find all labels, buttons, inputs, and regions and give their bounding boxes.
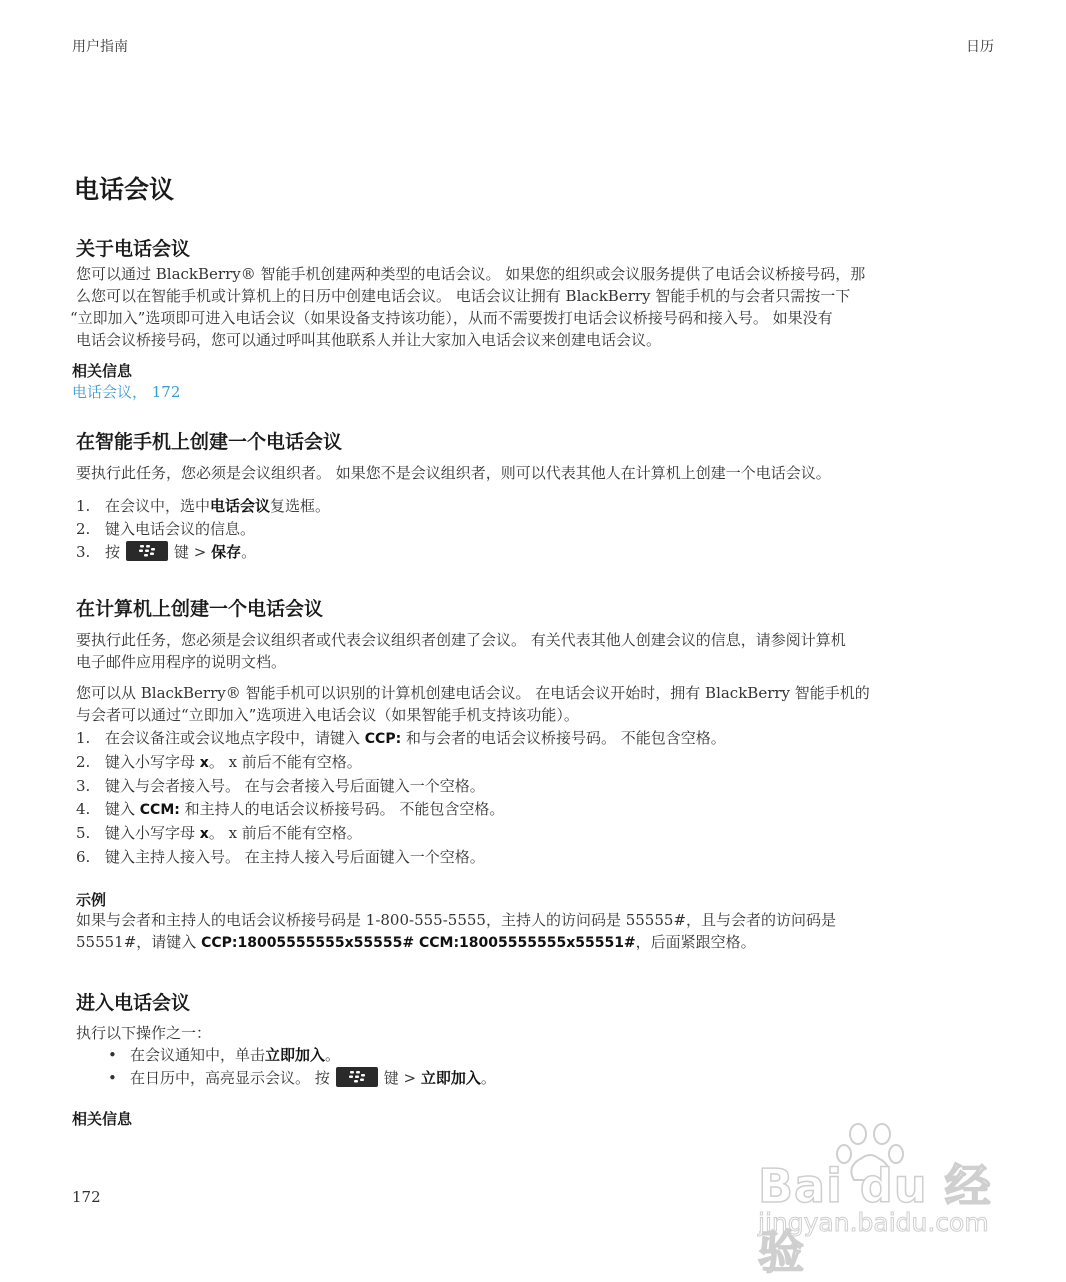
step-text: 键入电话会议的信息。 xyxy=(105,520,256,538)
section-heading-computer: 在计算机上创建一个电话会议 xyxy=(76,598,324,620)
about-paragraph xyxy=(70,263,998,351)
blackberry-menu-key-icon xyxy=(336,1067,378,1087)
watermark-brand: Bai du 经验 xyxy=(758,1159,992,1279)
list-item xyxy=(108,1067,496,1090)
step-text: 。 x 前后不能有空格。 xyxy=(208,824,362,842)
step-text: 键入小写字母 xyxy=(105,824,200,842)
item-text: 。 xyxy=(480,1069,496,1087)
ui-label-join-now: 立即加入 xyxy=(265,1046,326,1064)
step-text: 和主持人的电话会议桥接号码。 不能包含空格。 xyxy=(179,800,505,818)
step-number: 2. xyxy=(76,520,91,538)
step-text: 在会议中，选中 xyxy=(105,497,211,515)
text-line: 如果与会者和主持人的电话会议桥接号码是 1-800-555-5555，主持人的访问码是 55555#，且与会者的访问码是 xyxy=(76,911,837,929)
step-number: 4. xyxy=(76,800,91,818)
ui-label-save: 保存 xyxy=(211,543,242,561)
item-text: 在会议通知中，单击 xyxy=(130,1046,266,1064)
computer-intro xyxy=(76,629,998,673)
example-paragraph xyxy=(76,909,998,954)
bullet: • xyxy=(108,1046,117,1064)
related-info-label: 相关信息 xyxy=(72,362,133,380)
list-item xyxy=(76,846,726,869)
smartphone-intro: 要执行此任务，您必须是会议组织者。 如果您不是会议组织者，则可以代表其他人在计算机上创建一个电话会议。 xyxy=(76,464,831,482)
section-heading-about: 关于电话会议 xyxy=(76,238,191,260)
text-line: 您可以通过 BlackBerry® 智能手机创建两种类型的电话会议。 如果您的组织或会议服务提供了电话会议桥接号码，那 xyxy=(76,265,866,283)
page-title: 电话会议 xyxy=(74,175,175,204)
step-text: 在会议备注或会议地点字段中，请键入 xyxy=(105,729,365,747)
page-number: 172 xyxy=(72,1188,101,1206)
ui-label-conference-call: 电话会议 xyxy=(210,497,271,515)
ui-label-join-now: 立即加入 xyxy=(420,1069,481,1087)
code-x: x xyxy=(199,755,209,771)
computer-paragraph xyxy=(76,682,998,726)
bullet: • xyxy=(108,1069,117,1087)
join-intro: 执行以下操作之一： xyxy=(76,1024,212,1042)
text-line: 要执行此任务，您必须是会议组织者或代表会议组织者创建了会议。 有关代表其他人创建会议的信息，请参阅计算机 xyxy=(76,631,846,649)
step-number: 1. xyxy=(76,729,91,747)
join-options xyxy=(108,1044,496,1090)
step-number: 5. xyxy=(76,824,91,842)
example-code: CCP:18005555555x55555# CCM:18005555555x55551# xyxy=(201,935,636,951)
smartphone-steps xyxy=(76,495,330,564)
text-span: ，后面紧跟空格。 xyxy=(635,933,756,951)
step-text: 键入与会者接入号。 在与会者接入号后面键入一个空格。 xyxy=(105,777,485,795)
baidu-watermark xyxy=(758,1122,998,1279)
code-ccp: CCP: xyxy=(364,731,402,747)
related-link-conference-call[interactable]: 电话会议， 172 xyxy=(72,383,181,401)
item-text: 。 xyxy=(325,1046,341,1064)
step-number: 6. xyxy=(76,848,91,866)
step-text: 。 xyxy=(241,543,257,561)
related-info-label: 相关信息 xyxy=(72,1110,133,1128)
header-chapter: 日历 xyxy=(966,39,994,55)
text-line: 么您可以在智能手机或计算机上的日历中创建电话会议。 电话会议让拥有 BlackBerry 智能手机的与会者只需按一下 xyxy=(76,287,851,305)
watermark-url: jingyan.baidu.com xyxy=(758,1208,989,1237)
text-line xyxy=(76,931,998,954)
section-heading-smartphone: 在智能手机上创建一个电话会议 xyxy=(76,431,343,453)
step-text: 按 xyxy=(105,543,121,561)
list-item xyxy=(76,822,726,846)
code-x: x xyxy=(199,826,209,842)
text-line: 您可以从 BlackBerry® 智能手机可以识别的计算机创建电话会议。 在电话会议开始时，拥有 BlackBerry 智能手机的 xyxy=(76,684,870,702)
step-number: 3. xyxy=(76,777,91,795)
step-text: 键入主持人接入号。 在主持人接入号后面键入一个空格。 xyxy=(105,848,485,866)
header-doc-title: 用户指南 xyxy=(72,39,128,55)
step-text: 复选框。 xyxy=(270,497,331,515)
text-line: 与会者可以通过“立即加入”选项进入电话会议（如果智能手机支持该功能）。 xyxy=(76,706,579,724)
step-text: 键 > xyxy=(174,543,212,561)
step-number: 2. xyxy=(76,753,91,771)
example-label: 示例 xyxy=(76,891,107,909)
computer-steps xyxy=(76,727,726,869)
section-heading-join: 进入电话会议 xyxy=(76,992,191,1014)
step-text: 。 x 前后不能有空格。 xyxy=(208,753,362,771)
step-number: 1. xyxy=(76,497,91,515)
list-item xyxy=(76,727,726,751)
text-line: “立即加入”选项即可进入电话会议（如果设备支持该功能），从而不需要拨打电话会议桥接号码和接入号。 如果没有 xyxy=(70,309,833,327)
blackberry-menu-key-icon xyxy=(126,541,168,561)
text-span: 55551#，请键入 xyxy=(76,933,202,951)
text-line: 电话会议桥接号码，您可以通过呼叫其他联系人并让大家加入电话会议来创建电话会议。 xyxy=(76,331,662,349)
step-text: 和与会者的电话会议桥接号码。 不能包含空格。 xyxy=(401,729,726,747)
item-text: 在日历中，高亮显示会议。 按 xyxy=(130,1069,330,1087)
item-text: 键 > xyxy=(383,1069,421,1087)
list-item xyxy=(76,775,726,798)
list-item xyxy=(76,751,726,775)
list-item xyxy=(76,541,330,564)
step-text: 键入小写字母 xyxy=(105,753,200,771)
list-item xyxy=(76,798,726,822)
list-item xyxy=(76,495,330,518)
step-number: 3. xyxy=(76,543,91,561)
code-ccm: CCM: xyxy=(139,802,180,818)
text-line: 电子邮件应用程序的说明文档。 xyxy=(76,653,287,671)
step-text: 键入 xyxy=(105,800,140,818)
list-item xyxy=(76,518,330,541)
list-item xyxy=(108,1044,496,1067)
